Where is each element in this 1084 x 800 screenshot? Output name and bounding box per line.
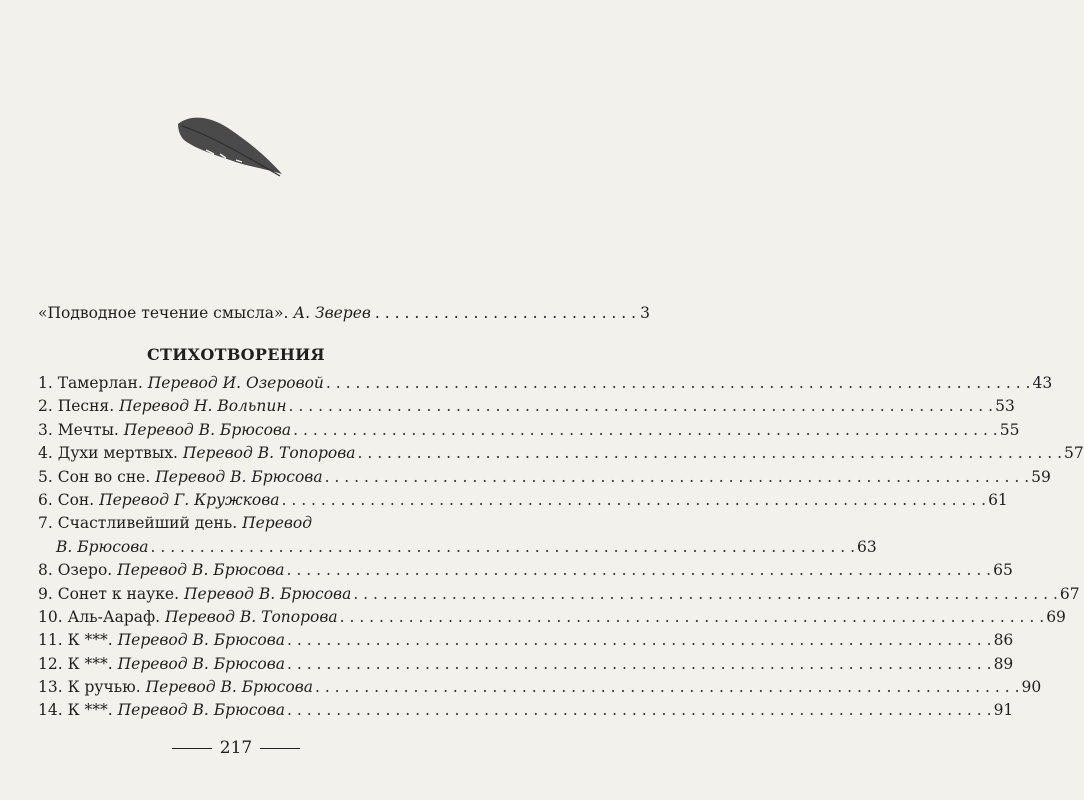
entry-page-number: 89 xyxy=(993,654,1014,673)
entry-page-number: 86 xyxy=(993,631,1014,650)
entry-page-number: 43 xyxy=(1032,374,1053,392)
entry-title: 14. К ***. xyxy=(38,701,113,720)
entry-page-number: 61 xyxy=(988,490,1008,509)
page-number: 217 xyxy=(219,738,253,758)
toc-entry[interactable] xyxy=(38,442,1084,465)
toc-entry[interactable] xyxy=(38,699,1014,722)
toc-entry[interactable] xyxy=(38,395,1015,418)
entry-title: 13. К ручью. xyxy=(38,678,141,697)
leader-dots xyxy=(287,629,992,652)
entry-page-number: 59 xyxy=(1031,467,1051,486)
toc-entry[interactable] xyxy=(38,466,1051,489)
entry-title: 2. Песня. xyxy=(38,397,115,416)
entry-translator: Перевод xyxy=(242,514,313,533)
page-footer xyxy=(0,738,472,758)
section-title: СТИХОТВОРЕНИЯ xyxy=(147,345,325,364)
toc-entry-continuation[interactable] xyxy=(38,536,877,559)
leader-dots xyxy=(287,699,992,722)
entry-page-number: 63 xyxy=(857,537,877,556)
entry-page-number: 53 xyxy=(995,397,1015,416)
leader-dots: . . . . . . . . . . . . . . . . . . . . . . . . . . . xyxy=(374,304,637,322)
entry-translator: Перевод В. Брюсова xyxy=(117,654,285,673)
toc-entry[interactable] xyxy=(38,512,424,535)
entry-page-number: 91 xyxy=(993,701,1014,720)
leader-dots xyxy=(287,653,992,676)
toc-entry[interactable] xyxy=(38,372,1053,395)
leader-dots xyxy=(282,489,987,512)
leader-dots xyxy=(150,536,855,559)
entry-translator: Перевод И. Озеровой xyxy=(147,374,324,392)
entry-translator: Перевод В. Брюсова xyxy=(123,420,292,439)
leader-dots xyxy=(357,442,1062,465)
entry-translator: Перевод В. Брюсова xyxy=(117,561,285,580)
leader-dots xyxy=(287,559,992,582)
intro-entry[interactable] xyxy=(38,302,650,324)
toc-entry[interactable] xyxy=(38,676,1042,699)
leader-dots xyxy=(326,372,1031,395)
entry-translator: Перевод В. Брюсова xyxy=(183,584,352,603)
entry-page-number: 90 xyxy=(1021,678,1042,697)
entry-title: 7. Счастливейший день. xyxy=(38,514,238,533)
toc-entry[interactable] xyxy=(38,419,1020,442)
entry-page-number: 67 xyxy=(1059,584,1080,603)
entry-translator: Перевод В. Брюсова xyxy=(117,701,285,720)
leader-dots xyxy=(293,419,998,442)
intro-author: А. Зверев xyxy=(293,304,371,322)
intro-title: «Подводное течение смысла». xyxy=(38,304,289,322)
entry-page-number: 57 xyxy=(1064,444,1084,463)
toc-entry[interactable] xyxy=(38,583,1080,606)
entry-translator: Перевод В. Топорова xyxy=(182,444,356,463)
entry-translator: Перевод В. Брюсова xyxy=(155,467,323,486)
entry-translator: Перевод Н. Вольпин xyxy=(119,397,287,416)
entry-title: 11. К ***. xyxy=(38,631,113,650)
entry-translator: Перевод В. Топорова xyxy=(164,607,338,626)
entry-title: 4. Духи мертвых. xyxy=(38,444,178,463)
leader-dots xyxy=(289,395,994,418)
toc-entry[interactable] xyxy=(38,653,1014,676)
toc-entry[interactable] xyxy=(38,489,1008,512)
footer-rule-left xyxy=(172,748,212,749)
toc-entry[interactable] xyxy=(38,606,1066,629)
entry-translator: Перевод В. Брюсова xyxy=(145,678,313,697)
intro-page-number: 3 xyxy=(640,304,650,322)
footer-rule-right xyxy=(260,748,300,749)
table-of-contents xyxy=(38,372,1084,723)
entry-title: 5. Сон во сне. xyxy=(38,467,151,486)
entry-title: 8. Озеро. xyxy=(38,561,113,580)
entry-title: 9. Сонет к науке. xyxy=(38,584,180,603)
entry-page-number: 55 xyxy=(999,420,1020,439)
entry-title: 12. К ***. xyxy=(38,654,113,673)
entry-translator: Перевод В. Брюсова xyxy=(117,631,285,650)
leader-dots xyxy=(353,583,1058,606)
toc-entry[interactable] xyxy=(38,559,1013,582)
leader-dots xyxy=(325,466,1030,489)
entry-title: 1. Тамерлан. xyxy=(38,374,143,392)
leader-dots xyxy=(340,606,1045,629)
entry-title: 10. Аль-Аараф. xyxy=(38,607,161,626)
entry-page-number: 69 xyxy=(1046,607,1066,626)
entry-page-number: 65 xyxy=(993,561,1013,580)
entry-translator: Перевод Г. Кружкова xyxy=(99,490,280,509)
entry-translator-continued: В. Брюсова xyxy=(56,537,149,556)
toc-entry[interactable] xyxy=(38,629,1014,652)
feather-icon xyxy=(176,110,286,185)
entry-title: 3. Мечты. xyxy=(38,420,119,439)
entry-title: 6. Сон. xyxy=(38,490,95,509)
leader-dots xyxy=(315,676,1020,699)
